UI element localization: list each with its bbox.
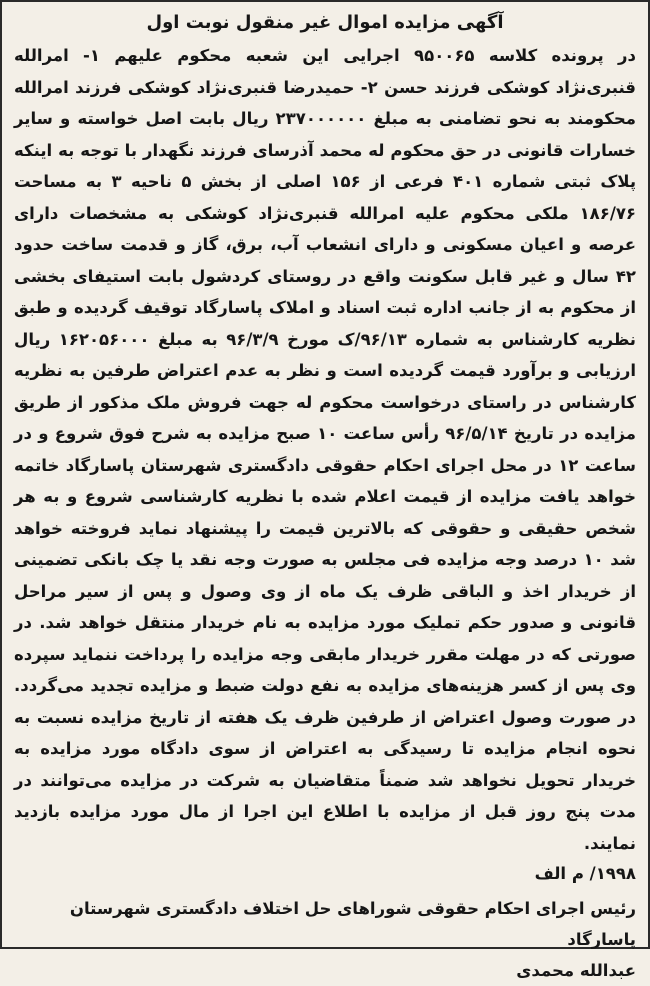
signer-title: رئیس اجرای احکام حقوقی شوراهای حل اختلاف دادگستری شهرستان پاسارگاد bbox=[69, 899, 636, 949]
notice-title: آگهی مزایده اموال غیر منقول نوبت اول bbox=[146, 12, 504, 33]
signer-name: عبدالله محمدی bbox=[516, 961, 636, 980]
notice-body: در پرونده کلاسه ۹۵۰۰۶۵ اجرایی این شعبه محکوم علیهم ۱- امرالله قنبری‌نژاد کوشکی فرزند حسن ۲- حمیدرضا قنبری‌نژاد کوشکی فرزند امرالله محکومند به نحو تضامنی به مبلغ ۲۳۷۰۰۰۰۰۰ ریال بابت اصل خواسته و سایر خسارات قانونی در حق محکوم له محمد آذرسای فرزند نگهدار با توجه به اینکه پلاک ثبتی شماره ۴۰۱ فرعی از ۱۵۶ اصلی از بخش ۵ ناحیه ۳ به مساحت ۱۸۶/۷۶ ملکی محکوم علیه امرالله قنبری‌نژاد کوشکی به مشخصات دارای عرصه و اعیان مسکونی و دارای انشعاب آب، برق، گاز و قدمت ساخت حدود ۴۲ سال و غیر قابل سکونت واقع در روستای کردشول بابت استیفای بخشی از محکوم به از جانب اداره ثبت اسناد و املاک پاسارگاد توقیف گردیده و طبق نظریه کارشناس به شماره ۹۶/۱۳/ک مورخ ۹۶/۳/۹ به مبلغ ۱۶۲۰۵۶۰۰۰ ریال ارزیابی و برآورد قیمت گردیده است و نظر به عدم اعتراض طرفین به نظریه کارشناس در راستای درخواست محکوم له جهت فروش ملک مذکور از طریق مزایده در تاریخ ۹۶/۵/۱۴ رأس ساعت ۱۰ صبح مزایده به شرح فوق شروع و در ساعت ۱۲ در محل اجرای احکام حقوقی دادگستری شهرستان پاسارگاد خاتمه خواهد یافت مزایده از قیمت اعلام شده با نظریه کارشناسی شروع و به هر شخص حقیقی و حقوقی که بالاترین قیمت را پیشنهاد نماید فروخته خواهد شد ۱۰ درصد وجه مزایده فی مجلس به صورت وجه نقد یا چک بانکی تضمینی از خریدار اخذ و الباقی ظرف یک ماه از وی وصول و پس از سیر مراحل قانونی و صدور حکم تملیک مورد مزایده به نام خریدار منتقل خواهد شد. در صورتی که در مهلت مقرر خریدار مابقی وجه مزایده را پرداخت ننماید سپرده وی پس از کسر هزینه‌های مزایده به نفع دولت ضبط و مزایده تجدید می‌گردد. در صورت وصول اعتراض از طرفین ظرف یک هفته از تاریخ مزایده نسبت به نحوه انجام مزایده تا رسیدگی به اعتراض از سوی دادگاه مورد مزایده به خریدار تحویل نخواهد شد ضمناً متقاضیان به شرکت در مزایده می‌توانند در مدت پنج روز قبل از مزایده با اطلاع این اجرا از مال مورد مزایده بازدید نمایند. bbox=[14, 46, 637, 853]
notice-reference: ۱۹۹۸/ م الف bbox=[534, 864, 636, 883]
